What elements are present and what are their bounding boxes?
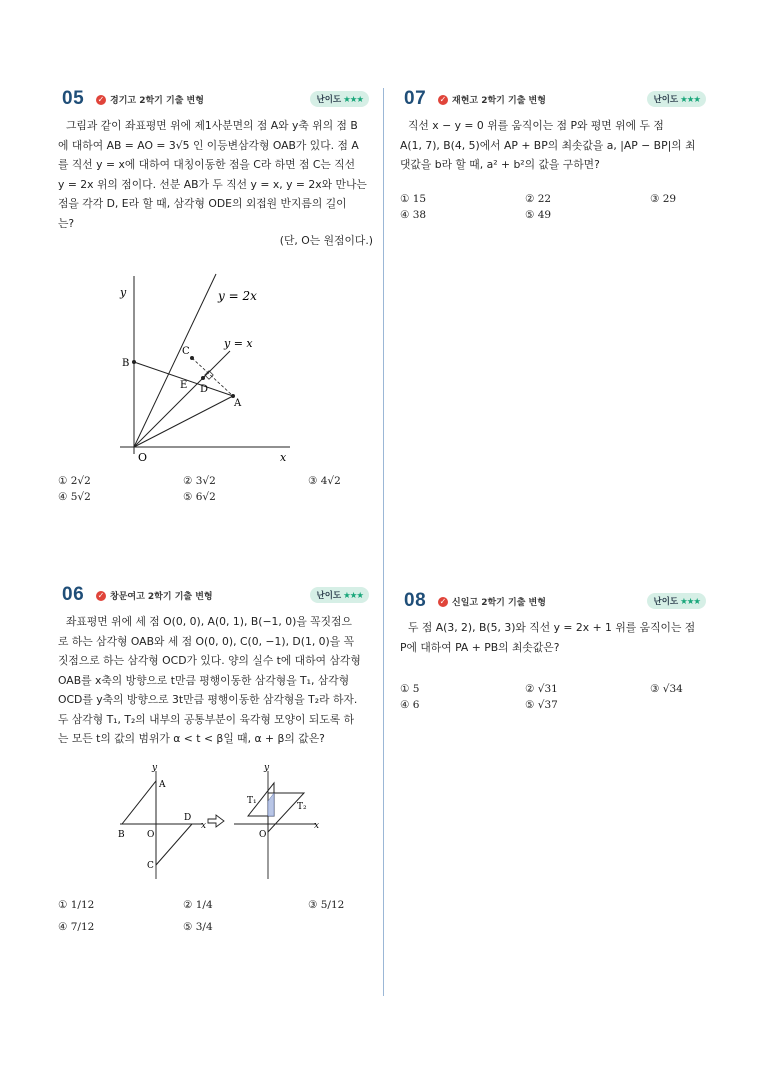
problem-source	[96, 589, 213, 602]
column-divider	[383, 88, 384, 996]
question-line: 는?	[58, 216, 75, 230]
source-label: 재현고 2학기 기출 변형	[452, 96, 546, 106]
question-line: 로 하는 삼각형 OAB와 세 점 O(0, 0), C(0, −1), D(1, 0)을 꼭	[58, 634, 355, 648]
question-line: 직선 x − y = 0 위를 움직이는 점 P와 평면 위에 두 점	[408, 119, 664, 132]
star-icon: ★★★	[343, 591, 363, 601]
segment-AC	[192, 358, 233, 396]
x-axis-label: x	[314, 820, 320, 831]
choice-5[interactable]: ⑤ √37	[525, 699, 558, 711]
line-y-x	[134, 351, 230, 447]
choice-2[interactable]: ② 22	[525, 192, 552, 205]
choice-1[interactable]: ① 15	[400, 192, 427, 205]
label-E: E	[180, 380, 188, 391]
difficulty-badge	[647, 91, 706, 107]
star-icon: ★★★	[343, 95, 363, 105]
question-line: 두 점 A(3, 2), B(5, 3)와 직선 y = 2x + 1 위를 움직이는 점	[408, 621, 696, 634]
label-D: D	[200, 384, 209, 395]
point-B	[132, 360, 136, 364]
difficulty-badge	[647, 593, 706, 609]
problem-note: (단, O는 원점이다.)	[279, 234, 373, 247]
label-A: A	[234, 398, 242, 409]
label-C: C	[147, 860, 154, 871]
segment-OA	[134, 396, 233, 447]
source-label: 신일고 2학기 기출 변형	[452, 598, 546, 608]
triangle-OCD	[156, 824, 192, 865]
choices	[400, 683, 710, 711]
choices	[58, 899, 373, 933]
line2-label: y = x	[224, 337, 253, 350]
question-text	[58, 612, 373, 749]
label-T1: T₁	[247, 795, 257, 806]
label-A: A	[159, 779, 166, 790]
problem-07	[400, 88, 710, 221]
origin-label: O	[138, 451, 148, 464]
choice-2[interactable]: ② √31	[525, 683, 558, 695]
choice-4[interactable]: ④ 7/12	[58, 920, 95, 933]
problem-number: 07	[404, 88, 427, 109]
question-line: A(1, 7), B(4, 5)에서 AP + BP의 최솟값을 a, |AP − BP|의 최	[400, 138, 696, 152]
choice-4[interactable]: ④ 5√2	[58, 491, 91, 503]
choice-5[interactable]: ⑤ 49	[525, 208, 552, 221]
choice-1[interactable]: ① 5	[400, 683, 420, 695]
question-line: P에 대하여 PA + PB의 최솟값은?	[400, 640, 560, 654]
triangle-OAB	[122, 781, 156, 824]
point-D	[201, 376, 205, 380]
problem-number: 06	[62, 584, 85, 605]
difficulty-label: 난이도	[316, 95, 342, 105]
question-line: 좌표평면 위에 세 점 O(0, 0), A(0, 1), B(−1, 0)을 꼭짓점으	[66, 615, 352, 628]
label-B: B	[122, 358, 130, 369]
label-C: C	[182, 346, 190, 357]
question-text	[400, 618, 710, 657]
check-icon: ✓	[439, 94, 447, 104]
question-line: 에 대하여 AB = AO = 3√5 인 이등변삼각형 OAB가 있다. 점 A	[58, 138, 359, 152]
figure-05	[58, 254, 373, 479]
problem-source	[438, 595, 546, 608]
line-y-2x	[134, 274, 216, 447]
x-axis-label: x	[201, 820, 207, 831]
y-axis-label: y	[152, 762, 158, 773]
question-line: 는 모든 t의 값의 범위가 α < t < β일 때, α + β의 값은?	[58, 732, 325, 745]
problem-header	[400, 88, 710, 112]
source-label: 창문여고 2학기 기출 변형	[110, 592, 213, 602]
choice-5[interactable]: ⑤ 3/4	[183, 920, 213, 933]
choice-2[interactable]: ② 3√2	[183, 475, 216, 487]
choice-2[interactable]: ② 1/4	[183, 898, 213, 911]
question-line: 두 삼각형 T₁, T₂의 내부의 공통부분이 육각형 모양이 되도록 하	[58, 712, 355, 726]
origin-label: O	[259, 829, 267, 840]
arrow-right-icon	[208, 815, 224, 827]
question-line: OAB를 x축의 방향으로 t만큼 평행이동한 삼각형을 T₁, 삼각형	[58, 673, 350, 687]
difficulty-badge	[310, 91, 369, 107]
problem-number: 05	[62, 88, 85, 109]
problem-05	[58, 88, 373, 503]
check-icon: ✓	[97, 590, 105, 600]
label-D: D	[184, 812, 192, 823]
difficulty-label: 난이도	[653, 597, 679, 607]
choice-3[interactable]: ③ 5/12	[308, 898, 345, 911]
question-text	[400, 116, 710, 175]
star-icon: ★★★	[680, 597, 700, 607]
question-line: 짓점으로 하는 삼각형 OCD가 있다. 양의 실수 t에 대하여 삼각형	[58, 654, 361, 667]
star-icon: ★★★	[680, 95, 700, 105]
choice-3[interactable]: ③ 29	[650, 192, 677, 205]
origin-label: O	[147, 829, 155, 840]
difficulty-label: 난이도	[316, 591, 342, 601]
line1-label: y = 2x	[218, 289, 257, 303]
choices	[400, 193, 710, 221]
question-line: OCD를 y축의 방향으로 3t만큼 평행이동한 삼각형을 T₂라 하자.	[58, 693, 358, 706]
point-C	[190, 356, 194, 360]
problem-source	[438, 93, 546, 106]
problem-header	[400, 590, 710, 614]
problem-source	[96, 93, 204, 106]
check-icon: ✓	[97, 94, 105, 104]
label-T2: T₂	[297, 801, 307, 812]
choice-1[interactable]: ① 1/12	[58, 898, 95, 911]
choice-1[interactable]: ① 2√2	[58, 475, 91, 487]
difficulty-label: 난이도	[653, 95, 679, 105]
question-text	[58, 116, 373, 233]
choices	[58, 475, 373, 503]
figure-06	[58, 761, 373, 891]
choice-4[interactable]: ④ 6	[400, 699, 420, 711]
choice-4[interactable]: ④ 38	[400, 208, 427, 221]
check-icon: ✓	[439, 596, 447, 606]
problem-header	[58, 584, 373, 608]
choice-3[interactable]: ③ 4√2	[308, 475, 341, 487]
overlap-region	[268, 793, 274, 816]
x-axis-label: x	[280, 451, 287, 464]
question-line: 댓값을 b라 할 때, a² + b²의 값을 구하면?	[400, 158, 600, 171]
label-B: B	[118, 829, 125, 840]
problem-header	[58, 88, 373, 112]
question-line: y = 2x 위의 점이다. 선분 AB가 두 직선 y = x, y = 2x와 만나는	[58, 177, 367, 191]
choice-3[interactable]: ③ √34	[650, 683, 683, 695]
question-line: 점을 각각 D, E라 할 때, 삼각형 ODE의 외접원 반지름의 길이	[58, 197, 347, 210]
choice-5[interactable]: ⑤ 6√2	[183, 491, 216, 503]
y-axis-label: y	[120, 286, 127, 299]
difficulty-badge	[310, 587, 369, 603]
problem-06	[58, 584, 373, 933]
y-axis-label: y	[264, 762, 270, 773]
problem-number: 08	[404, 590, 427, 611]
problem-08	[400, 590, 710, 711]
question-line: 를 직선 y = x에 대하여 대칭이동한 점을 C라 하면 점 C는 직선	[58, 158, 356, 171]
question-line: 그림과 같이 좌표평면 위에 제1사분면의 점 A와 y축 위의 점 B	[66, 119, 358, 132]
source-label: 경기고 2학기 기출 변형	[110, 96, 204, 106]
